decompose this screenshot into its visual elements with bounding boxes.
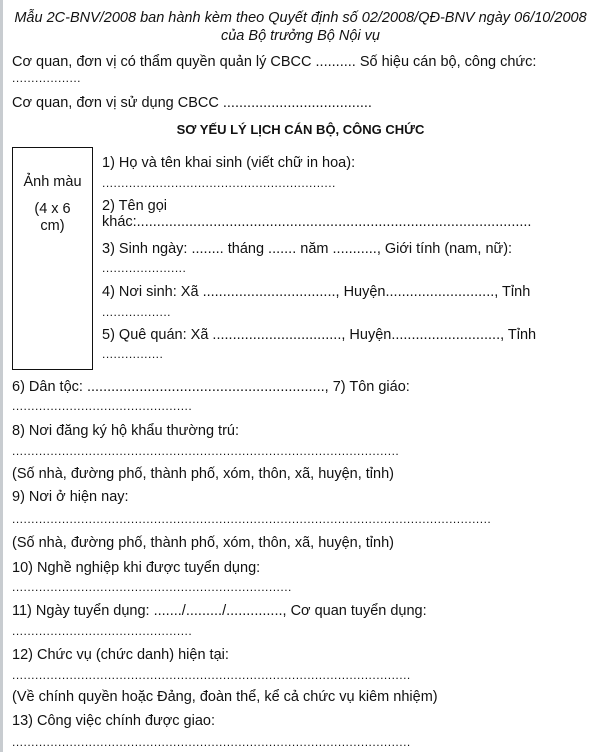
field-permanent-address-dots: ..................................................................................................... (12, 444, 400, 458)
field-hometown-dots: ................ (102, 347, 164, 361)
field-current-address-note: (Số nhà, đường phố, thành phố, xóm, thôn, xã, huyện, tỉnh) (12, 535, 394, 551)
field-other-name-dots: khác:.................................................................................................. (102, 214, 532, 230)
field-occupation: 10) Nghề nghiệp khi được tuyển dụng: (12, 560, 261, 576)
field-full-name: 1) Họ và tên khai sinh (viết chữ in hoa): (102, 155, 356, 171)
field-ethnicity: 6) Dân tộc: ..........................................................., 7) Tôn giáo: (12, 379, 410, 395)
field-birth-place-dots: .................. (102, 305, 172, 319)
field-recruitment-date: 11) Ngày tuyển dụng: ......./........./.............., Cơ quan tuyển dụng: (12, 603, 427, 619)
photo-size-unit: cm) (40, 218, 65, 234)
field-main-duties: 13) Công việc chính được giao: (12, 713, 215, 729)
field-other-name: 2) Tên gọi (102, 198, 168, 214)
field-occupation-dots: ......................................................................... (12, 580, 292, 594)
field-position-note: (Về chính quyền hoặc Đảng, đoàn thể, kể cả chức vụ kiêm nhiệm) (12, 689, 438, 705)
field-permanent-address-note: (Số nhà, đường phố, thành phố, xóm, thôn, xã, huyện, tỉnh) (12, 466, 394, 482)
field-main-duties-dots: ........................................................................................................ (12, 735, 411, 749)
field-gender-dots: ...................... (102, 261, 187, 275)
page-title: SƠ YẾU LÝ LỊCH CÁN BỘ, CÔNG CHỨC (176, 122, 425, 137)
photo-label: Ảnh màu (23, 174, 82, 190)
field-birth-date: 3) Sinh ngày: ........ tháng ....... năm ..........., Giới tính (nam, nữ): (102, 241, 513, 257)
field-position: 12) Chức vụ (chức danh) hiện tại: (12, 647, 229, 663)
field-full-name-dots: ............................................................. (102, 176, 336, 190)
field-current-address: 9) Nơi ở hiện nay: (12, 489, 129, 505)
managing-agency-field: Cơ quan, đơn vị có thẩm quyền quản lý CBCC .......... Số hiệu cán bộ, công chức: (12, 54, 537, 70)
field-hometown: 5) Quê quán: Xã ................................, Huyện..........................., Tỉnh (102, 327, 537, 343)
page-edge (0, 0, 3, 752)
field-permanent-address: 8) Nơi đăng ký hộ khẩu thường trú: (12, 423, 240, 439)
form-reference: Mẫu 2C-BNV/2008 ban hành kèm theo Quyết định số 02/2008/QĐ-BNV ngày 06/10/2008 (14, 10, 587, 26)
field-recruiting-agency-dots: ............................................... (12, 624, 193, 638)
staff-number-dots: .................. (12, 71, 82, 85)
field-religion-dots: ............................................... (12, 399, 193, 413)
field-current-address-dots: ............................................................................................................................. (12, 512, 492, 526)
photo-size: (4 x 6 (34, 201, 71, 217)
field-birth-place: 4) Nơi sinh: Xã ................................., Huyện..........................., Tỉnh (102, 284, 531, 300)
form-issuer: của Bộ trưởng Bộ Nội vụ (220, 28, 380, 44)
photo-box (12, 147, 93, 370)
field-position-dots: ........................................................................................................ (12, 668, 411, 682)
using-agency-field: Cơ quan, đơn vị sử dụng CBCC ..................................... (12, 95, 372, 111)
